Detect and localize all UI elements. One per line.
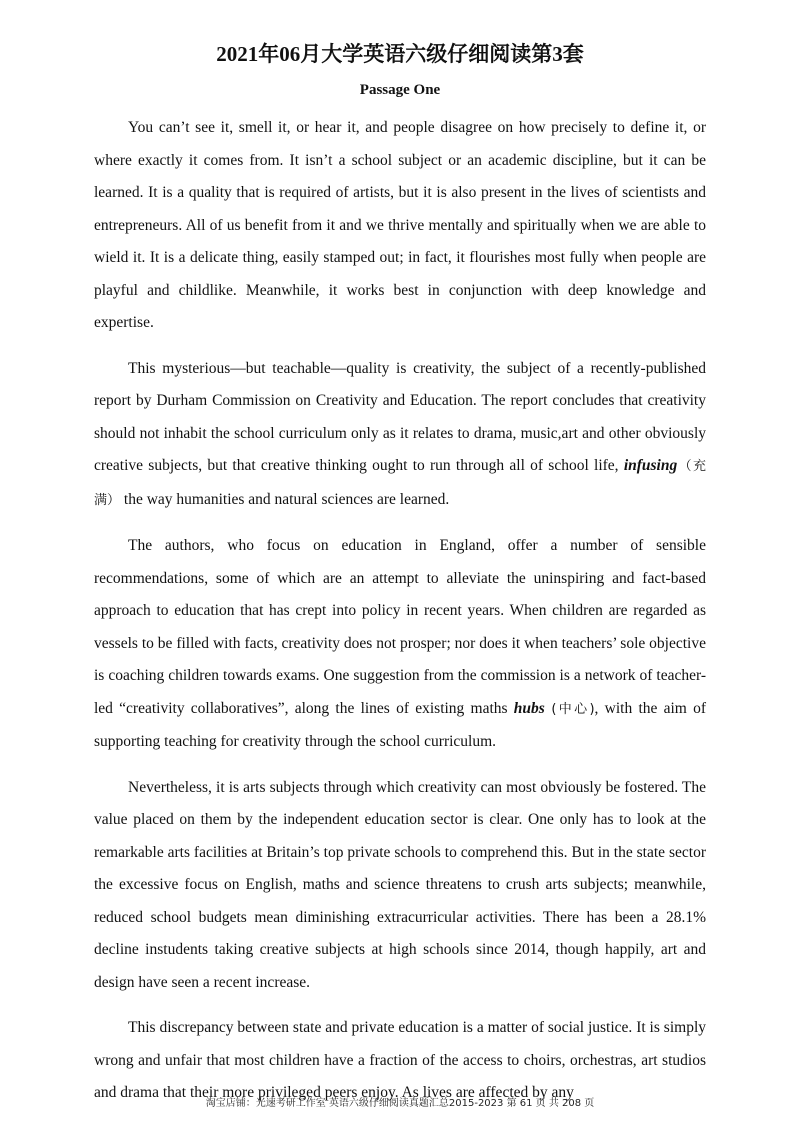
paragraph-5-text: This discrepancy between state and private education is a matter of social justice. It is simply wrong and unfair that most children have a fraction of the access to choirs, orchestras, art studios and drama that their more privileged peers enjoy. As lives are affected by any <box>94 1019 706 1101</box>
paragraph-5 <box>94 1012 706 1110</box>
paragraph-2 <box>94 353 706 518</box>
paragraph-2-text-before: This mysterious—but teachable—quality is creativity, the subject of a recently-published report by Durham Commission on Creativity and Education. The report concludes that creativity should not inhabit the school curriculum only as it relates to drama, music,art and other obviously creative subjects, but that creative thinking ought to run through all of school life, <box>94 359 706 474</box>
paragraph-4 <box>94 772 706 1000</box>
vocab-gloss-hubs: (中心) <box>544 701 595 717</box>
page-footer: 淘宝店铺：光速考研工作室 英语六级仔细阅读真题汇总2015-2023 第 61 页 共 208 页 <box>205 1098 595 1109</box>
paragraph-4-text: Nevertheless, it is arts subjects through which creativity can most obviously be fostered. The value placed on them by the independent education sector is clear. One only has to look at the remarkable arts facilities at Britain’s top private schools to comprehend this. But in the state sector the excessive focus on English, maths and science threatens to crush arts subjects; meanwhile, reduced school budgets mean diminishing extracurricular activities. There has been a 28.1% decline instudents taking creative subjects at high schools since 2014, though happily, art and design have seen a recent increase. <box>94 778 706 991</box>
page-title: 2021年06月大学英语六级仔细阅读第3套 <box>216 42 584 66</box>
paragraph-3-text-after: , with the aim of supporting teaching for creativity through the school curriculum. <box>94 699 706 750</box>
vocab-term-hubs: hubs <box>513 699 545 717</box>
paragraph-2-text-after: the way humanities and natural sciences are learned. <box>120 490 450 508</box>
paragraph-3-text-before: The authors, who focus on education in England, offer a number of sensible recommendations, some of which are an attempt to alleviate the uninspiring and fact-based approach to education that has crept into policy in recent years. When children are regarded as vessels to be filled with facts, creativity does not prosper; nor does it when teachers’ sole objective is coaching children towards exams. One suggestion from the commission is a network of teacher-led “creativity collaboratives”, along the lines of existing maths <box>94 537 706 717</box>
vocab-gloss-infusing: （充满） <box>94 459 706 508</box>
paragraph-1-text: You can’t see it, smell it, or hear it, and people disagree on how precisely to define it, or where exactly it comes from. It isn’t a school subject or an academic discipline, but it can be learned. It is a quality that is required of artists, but it is also present in the lives of scientists and entrepreneurs. All of us benefit from it and we thrive mentally and spiritually when we are able to wield it. It is a delicate thing, easily stamped out; in fact, it flourishes most fully when people are playful and childlike. Meanwhile, it works best in conjunction with deep knowledge and expertise. <box>94 119 706 331</box>
vocab-term-infusing: infusing <box>623 457 678 474</box>
passage-heading: Passage One <box>359 82 441 98</box>
passage-body <box>94 112 706 1123</box>
paragraph-1 <box>94 112 706 340</box>
paragraph-3 <box>94 530 706 759</box>
